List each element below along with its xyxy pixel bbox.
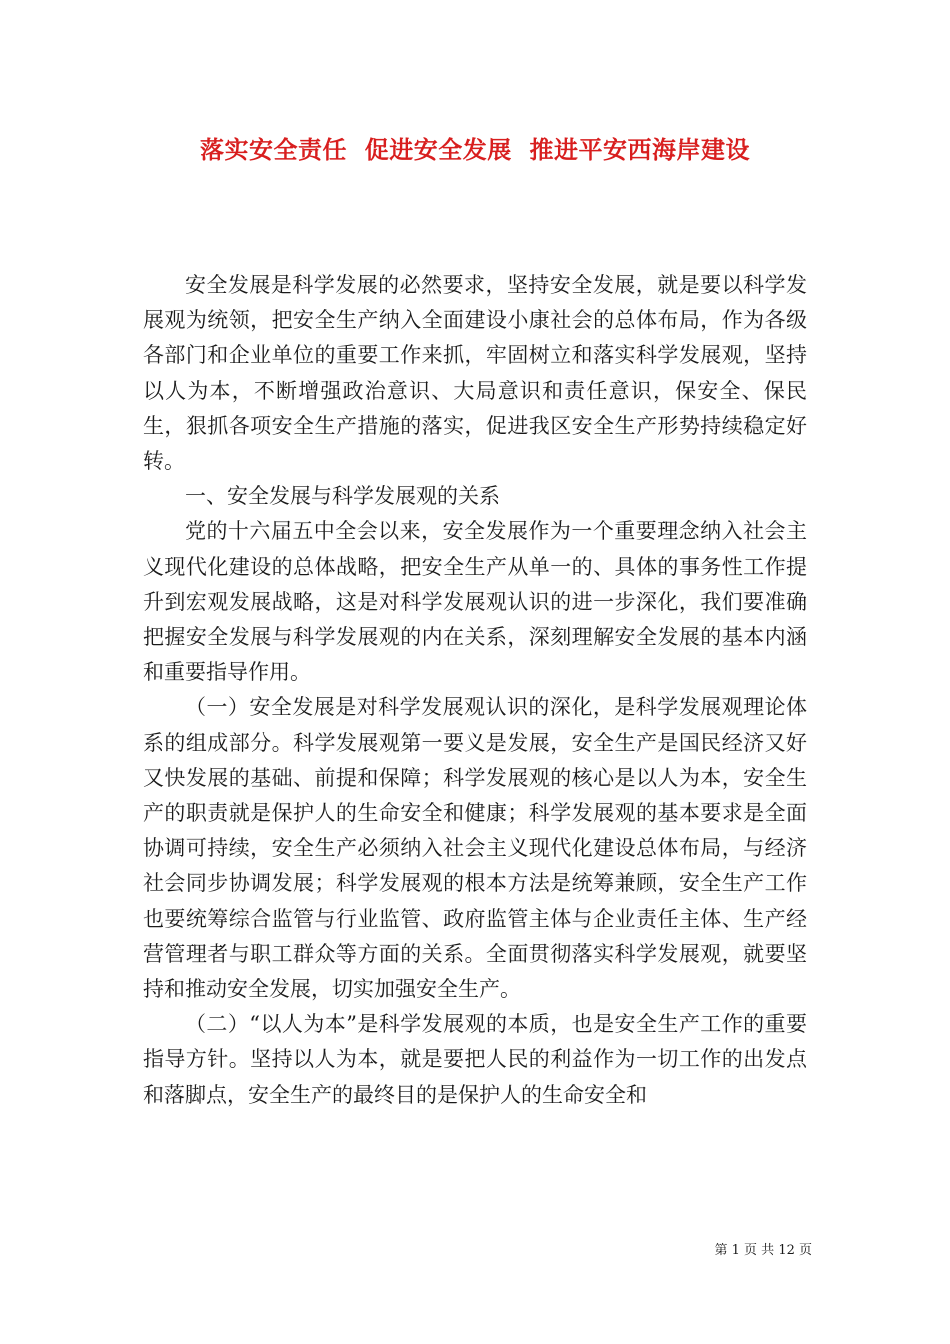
paragraph-subsection-2: （二）“以人为本”是科学发展观的本质，也是安全生产工作的重要指导方针。坚持以人为本，就是要把人民的利益作为一切工作的出发点和落脚点，安全生产的最终目的是保护人的生命安全和 (143, 1012, 807, 1107)
paragraph-subsection-1: （一）安全发展是对科学发展观认识的深化，是科学发展观理论体系的组成部分。科学发展观第一要义是发展，安全生产是国民经济又好又快发展的基础、前提和保障；科学发展观的核心是以人为本，安全生产的职责就是保护人的生命安全和健康；科学发展观的基本要求是全面协调可持续，安全生产必须纳入社会主义现代化建设总体布局，与经济社会同步协调发展；科学发展观的根本方法是统筹兼顾，安全生产工作也要统筹综合监管与行业监管、政府监管主体与企业责任主体、生产经营管理者与职工群众等方面的关系。全面贯彻落实科学发展观，就要坚持和推动安全发展，切实加强安全生产。 (143, 695, 807, 1002)
paragraph-intro: 安全发展是科学发展的必然要求，坚持安全发展，就是要以科学发展观为统领，把安全生产纳入全面建设小康社会的总体布局，作为各级各部门和企业单位的重要工作来抓，牢固树立和落实科学发展观，坚持以人为本，不断增强政治意识、大局意识和责任意识，保安全、保民生，狠抓各项安全生产措施的落实，促进我区安全生产形势持续稳定好转。 (143, 273, 807, 474)
paragraph-section-1: 党的十六届五中全会以来，安全发展作为一个重要理念纳入社会主义现代化建设的总体战略，把安全生产从单一的、具体的事务性工作提升到宏观发展战略，这是对科学发展观认识的进一步深化，我们要准确把握安全发展与科学发展观的内在关系，深刻理解安全发展的基本内涵和重要指导作用。 (143, 519, 807, 685)
document-body (143, 268, 807, 1113)
page-number-footer: 第 1 页 共 12 页 (714, 1243, 812, 1258)
document-title: 落实安全责任 促进安全发展 推进平安西海岸建设 (200, 135, 750, 164)
section-heading-1: 一、安全发展与科学发展观的关系 (185, 484, 500, 509)
